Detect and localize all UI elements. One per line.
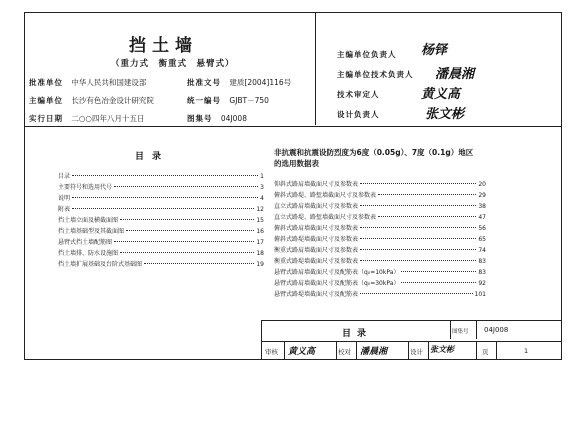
- page-title: 挡土墙: [129, 36, 198, 56]
- leader-dots: [360, 227, 476, 228]
- page-subtitle: （重力式 衡重式 悬臂式）: [111, 59, 235, 69]
- chief-unit: [29, 95, 154, 106]
- page-value: 1: [524, 347, 529, 355]
- toc-entry-label: 主要符号和选用代号: [58, 184, 113, 191]
- toc-entry-label: 衡重式路肩墙截面尺寸及参数表: [274, 247, 359, 254]
- toc-entry-label: 衡重式路堤墙截面尺寸及参数表: [274, 258, 359, 265]
- toc-entry-page: 29: [478, 192, 486, 199]
- leader-dots: [360, 183, 476, 184]
- toc-entry: [58, 204, 264, 213]
- title-block-atlas-value: 04J008: [484, 326, 509, 334]
- leader-dots: [72, 197, 258, 198]
- leader-dots: [114, 241, 254, 242]
- toc-entry: [58, 171, 264, 180]
- approval-unit-value: 中华人民共和国建设部: [71, 78, 147, 87]
- checker-label: 校对: [338, 348, 351, 356]
- title-block-divider: [428, 341, 429, 359]
- header-separator: [25, 126, 561, 127]
- toc-entry: [58, 259, 264, 268]
- toc-entry-label: 悬臂式路肩墙截面尺寸及配筋表（q₀=10kPa）: [274, 269, 400, 276]
- toc-entry-label: 挡土墙扩展基础及台阶式基础图: [58, 261, 143, 268]
- toc-right-heading: 非抗震和抗震设防烈度为6度（0.05g）、7度（0.1g）地区的选用数据表: [274, 148, 474, 168]
- title-block-divider: [262, 341, 561, 342]
- toc-entry-page: 3: [260, 184, 264, 191]
- toc-entry-label: 悬臂式挡土墙配筋图: [58, 239, 113, 246]
- signature-role: 设计负责人: [337, 110, 380, 119]
- toc-entry: [274, 179, 486, 188]
- leader-dots: [126, 230, 254, 231]
- toc-entry-page: 15: [256, 217, 264, 224]
- title-block-divider: [336, 341, 337, 359]
- designer-label: 设计: [410, 348, 423, 356]
- toc-entry-page: 83: [478, 269, 486, 276]
- title-block-divider: [476, 341, 477, 359]
- toc-title: 目录: [135, 152, 170, 162]
- leader-dots: [72, 175, 258, 176]
- toc-entry-label: 直立式路堤、路堑墙截面尺寸及参数表: [274, 214, 377, 221]
- designer-signature: 张文彬: [430, 344, 454, 354]
- reviewer-signature: 黄义高: [288, 347, 316, 357]
- toc-entry-label: 俯斜式路堤、路堑墙截面尺寸及参数表: [274, 192, 377, 199]
- approval-doc-label: 批准文号: [187, 78, 221, 87]
- leader-dots: [360, 260, 476, 261]
- title-block: [261, 320, 562, 360]
- toc-entry-page: 65: [478, 236, 486, 243]
- title-block-divider: [284, 341, 285, 359]
- toc-entry-label: 俯斜式路堤墙截面尺寸及参数表: [274, 236, 359, 243]
- toc-entry-page: 4: [260, 195, 264, 202]
- toc-entry-page: 47: [478, 214, 486, 221]
- page-label: 页: [482, 348, 489, 356]
- toc-entry-page: 83: [478, 258, 486, 265]
- toc-entry: [58, 182, 264, 191]
- leader-dots: [144, 263, 254, 264]
- toc-entry: [274, 267, 486, 276]
- leader-dots: [114, 186, 258, 187]
- leader-dots: [360, 249, 476, 250]
- toc-entry: [274, 278, 486, 287]
- toc-entry-page: 12: [256, 206, 264, 213]
- toc-entry-page: 19: [256, 261, 264, 268]
- approval-doc: [187, 77, 291, 88]
- effective-date: [29, 113, 144, 124]
- toc-entry-label: 挡土墙基础型及其截面图: [58, 228, 125, 235]
- cover-frame: [24, 12, 562, 360]
- approval-unit: [29, 77, 146, 88]
- leader-dots: [360, 205, 476, 206]
- toc-entry-label: 目录: [58, 173, 71, 180]
- signature-image: 潘晨湘: [435, 67, 475, 82]
- toc-entry: [274, 190, 486, 199]
- signature-image: 杨铎: [421, 43, 448, 58]
- signature-role: 主编单位技术负责人: [337, 70, 414, 79]
- toc-entry: [58, 193, 264, 202]
- checker-signature: 潘晨湘: [360, 347, 388, 357]
- chief-unit-label: 主编单位: [29, 96, 63, 105]
- leader-dots: [401, 282, 476, 283]
- toc-entry-label: 附表: [58, 206, 71, 213]
- leader-dots: [401, 271, 476, 272]
- toc-entry: [274, 212, 486, 221]
- signature-role: 技术审定人: [337, 90, 380, 99]
- toc-entry-page: 17: [256, 239, 264, 246]
- toc-entry: [274, 245, 486, 254]
- signature-image: 张文彬: [425, 107, 465, 122]
- leader-dots: [378, 194, 476, 195]
- signature-image: 黄义高: [421, 87, 461, 102]
- toc-entry: [274, 256, 486, 265]
- unified-no: [187, 95, 269, 106]
- leader-dots: [360, 293, 473, 294]
- leader-dots: [360, 238, 476, 239]
- approval-doc-value: 建质[2004]116号: [229, 78, 292, 87]
- toc-entry-page: 56: [478, 225, 486, 232]
- title-block-divider: [476, 321, 477, 339]
- title-block-divider: [450, 321, 451, 339]
- leader-dots: [120, 252, 254, 253]
- toc-entry: [58, 226, 264, 235]
- toc-entry-page: 74: [478, 247, 486, 254]
- reviewer-label: 审核: [265, 348, 278, 356]
- toc-entry-page: 16: [256, 228, 264, 235]
- toc-entry: [274, 234, 486, 243]
- leader-dots: [72, 208, 254, 209]
- toc-entry-label: 直立式路肩墙截面尺寸及参数表: [274, 203, 359, 210]
- leader-dots: [120, 219, 254, 220]
- toc-entry-page: 20: [478, 181, 486, 188]
- leader-dots: [378, 216, 476, 217]
- title-block-divider: [496, 341, 497, 359]
- toc-entry-label: 挡土墙立面及横截面图: [58, 217, 119, 224]
- toc-entry: [58, 215, 264, 224]
- unified-no-label: 统一编号: [187, 96, 221, 105]
- toc-entry-label: 俯斜式路肩墙截面尺寸及参数表: [274, 225, 359, 232]
- toc-entry-label: 说明: [58, 195, 71, 202]
- toc-entry-label: 悬臂式路肩墙截面尺寸及配筋表（q₀=30kPa）: [274, 280, 400, 287]
- toc-entry-page: 38: [478, 203, 486, 210]
- toc-entry: [58, 237, 264, 246]
- toc-entry-page: 101: [474, 291, 486, 298]
- toc-entry: [274, 223, 486, 232]
- toc-entry: [274, 201, 486, 210]
- toc-entry-label: 挡土墙排、防水设施图: [58, 250, 119, 257]
- chief-unit-value: 长沙有色冶金设计研究院: [71, 96, 154, 105]
- atlas-no: [187, 113, 247, 124]
- toc-entry-label: 悬臂式路堤墙截面尺寸及配筋表: [274, 291, 359, 298]
- effective-date-label: 实行日期: [29, 114, 63, 123]
- atlas-no-label: 图集号: [187, 114, 213, 123]
- toc-entry: [274, 289, 486, 298]
- header-divider: [315, 13, 316, 125]
- unified-no-value: GJBT－750: [229, 96, 269, 105]
- title-block-atlas-label: 图集号: [452, 329, 469, 335]
- toc-entry-label: 仰斜式路肩墙截面尺寸及参数表: [274, 181, 359, 188]
- atlas-no-value: 04J008: [220, 114, 247, 123]
- effective-date-value: 二○○四年八月十五日: [71, 114, 145, 123]
- title-block-name: 目录: [342, 329, 373, 339]
- toc-entry-page: 18: [256, 250, 264, 257]
- signature-role: 主编单位负责人: [337, 50, 397, 59]
- toc-entry-page: 1: [260, 173, 264, 180]
- toc-entry-page: 92: [478, 280, 486, 287]
- toc-entry: [58, 248, 264, 257]
- title-block-divider: [408, 341, 409, 359]
- title-block-divider: [356, 341, 357, 359]
- approval-unit-label: 批准单位: [29, 78, 63, 87]
